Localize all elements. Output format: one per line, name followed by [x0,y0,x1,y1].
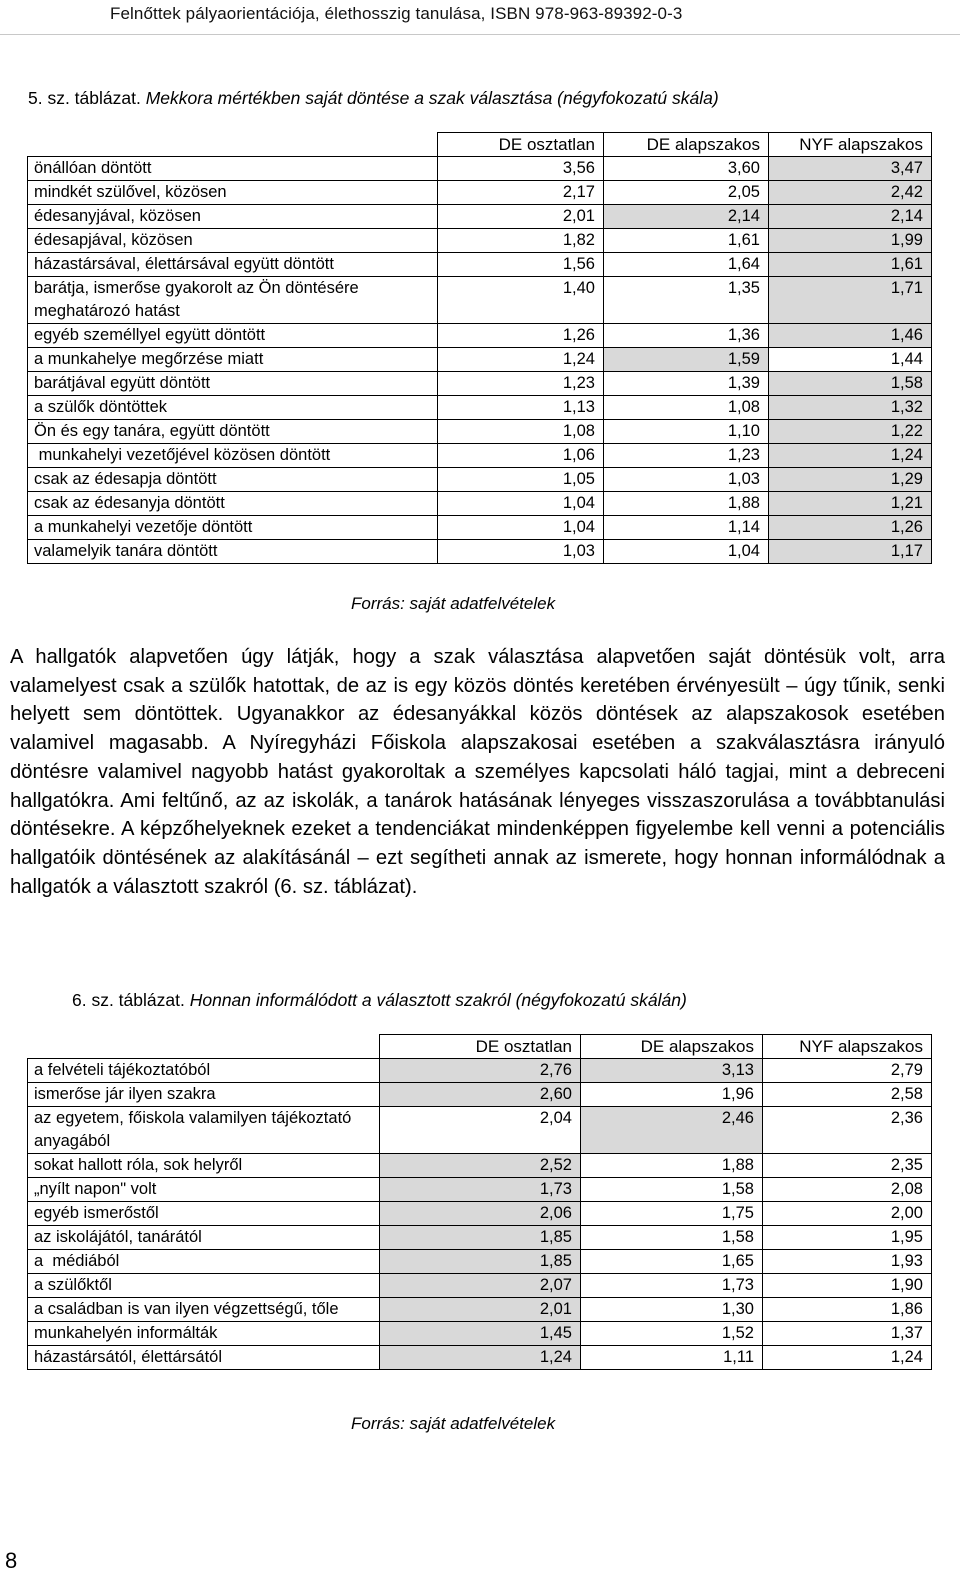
table6-value-cell: 1,85 [380,1226,581,1250]
table5-row-label: munkahelyi vezetőjével közösen döntött [28,444,438,468]
table6-value-cell: 2,60 [380,1083,581,1107]
table5-column-header: DE osztatlan [438,133,604,157]
table5-row [28,468,932,492]
table5-row-label: barátja, ismerőse gyakorolt az Ön döntésére meghatározó hatást [28,277,438,324]
table5-row-label: barátjával együtt döntött [28,372,438,396]
table6-value-cell: 1,65 [581,1250,763,1274]
table5-value-cell: 1,05 [438,468,604,492]
table5-value-cell: 2,17 [438,181,604,205]
table6-value-cell: 2,36 [763,1107,932,1154]
table5-value-cell: 1,04 [604,540,769,564]
table6-value-cell: 1,24 [380,1346,581,1370]
table6-column-header: DE alapszakos [581,1035,763,1059]
table5-row-label: csak az édesanyja döntött [28,492,438,516]
table5-row [28,516,932,540]
table6-row-label: házastársától, élettársától [28,1346,380,1370]
table5-value-cell: 1,04 [438,516,604,540]
table6-value-cell: 2,79 [763,1059,932,1083]
table5-value-cell: 1,08 [438,420,604,444]
table5-value-cell: 1,59 [604,348,769,372]
table6-value-cell: 1,93 [763,1250,932,1274]
table5-value-cell: 3,60 [604,157,769,181]
table5-column-header: DE alapszakos [604,133,769,157]
table6-value-cell: 2,35 [763,1154,932,1178]
table6-row-label: munkahelyén informálták [28,1322,380,1346]
table5-row [28,157,932,181]
table5-value-cell: 1,99 [769,229,932,253]
running-header: Felnőttek pályaorientációja, élethosszig tanulása, ISBN 978-963-89392-0-3 [110,4,683,23]
table5-row [28,492,932,516]
table6-value-cell: 1,73 [380,1178,581,1202]
table5-value-cell: 1,23 [438,372,604,396]
table5-value-cell: 1,22 [769,420,932,444]
table5-value-cell: 2,14 [769,205,932,229]
table6-value-cell: 1,88 [581,1154,763,1178]
table6-value-cell: 1,86 [763,1298,932,1322]
table5-value-cell: 1,26 [438,324,604,348]
table6-row [28,1322,932,1346]
table5-value-cell: 1,14 [604,516,769,540]
header-rule [0,34,960,35]
table6-value-cell: 1,90 [763,1274,932,1298]
table5-value-cell: 2,01 [438,205,604,229]
table5-column-header: NYF alapszakos [769,133,932,157]
table6-row-label: a médiából [28,1250,380,1274]
table6-value-cell: 2,46 [581,1107,763,1154]
table5-corner-cell [28,133,438,157]
table6-row-label: egyéb ismerőstől [28,1202,380,1226]
table5-value-cell: 1,03 [438,540,604,564]
table5-value-cell: 1,44 [769,348,932,372]
table5-row-label: önállóan döntött [28,157,438,181]
table6-value-cell: 2,00 [763,1202,932,1226]
table6-value-cell: 1,30 [581,1298,763,1322]
table5-row [28,205,932,229]
table6-value-cell: 1,45 [380,1322,581,1346]
table5-row [28,372,932,396]
table5-row-label: édesanyjával, közösen [28,205,438,229]
table5-value-cell: 1,08 [604,396,769,420]
table5-value-cell: 2,14 [604,205,769,229]
table6-row [28,1346,932,1370]
table6-column-header: DE osztatlan [380,1035,581,1059]
table5 [27,132,932,564]
table5-row [28,540,932,564]
table6-row-label: a felvételi tájékoztatóból [28,1059,380,1083]
table6-caption-title: Honnan informálódott a választott szakról (négyfokozatú skálán) [189,990,687,1010]
table5-value-cell: 1,40 [438,277,604,324]
page-number: 8 [5,1548,18,1573]
table6-value-cell: 1,95 [763,1226,932,1250]
table5-value-cell: 2,42 [769,181,932,205]
table5-row [28,229,932,253]
table6-value-cell: 1,11 [581,1346,763,1370]
table5-value-cell: 1,29 [769,468,932,492]
table6-caption [72,990,687,1011]
table6-caption-label: 6. sz. táblázat. [72,990,185,1010]
table5-value-cell: 1,61 [604,229,769,253]
table6-row [28,1107,932,1154]
table5-value-cell: 1,36 [604,324,769,348]
table6-value-cell: 1,37 [763,1322,932,1346]
table5-row-label: édesapjával, közösen [28,229,438,253]
table6-header-row [28,1035,932,1059]
table6-value-cell: 2,76 [380,1059,581,1083]
table5-row [28,277,932,324]
table6-value-cell: 2,01 [380,1298,581,1322]
table6-value-cell: 2,08 [763,1178,932,1202]
table6-corner-cell [28,1035,380,1059]
table5-value-cell: 1,13 [438,396,604,420]
table5-row [28,348,932,372]
table6-value-cell: 3,13 [581,1059,763,1083]
table5-row-label: mindkét szülővel, közösen [28,181,438,205]
table5-row [28,181,932,205]
table5-row [28,396,932,420]
table5-value-cell: 1,24 [438,348,604,372]
table6-value-cell: 2,58 [763,1083,932,1107]
table6-row-label: a szülőktől [28,1274,380,1298]
table5-row-label: csak az édesapja döntött [28,468,438,492]
table5-value-cell: 1,82 [438,229,604,253]
table5-value-cell: 1,17 [769,540,932,564]
table6-row [28,1178,932,1202]
table6-row [28,1250,932,1274]
table5-row [28,420,932,444]
table5-row-label: egyéb személlyel együtt döntött [28,324,438,348]
table6-row [28,1059,932,1083]
table6-value-cell: 1,52 [581,1322,763,1346]
table5-value-cell: 1,03 [604,468,769,492]
table5-value-cell: 1,56 [438,253,604,277]
table5-value-cell: 1,23 [604,444,769,468]
table6-value-cell: 2,06 [380,1202,581,1226]
table6-row [28,1226,932,1250]
table6-row [28,1298,932,1322]
table6-value-cell: 1,58 [581,1178,763,1202]
table5-row-label: valamelyik tanára döntött [28,540,438,564]
table5-value-cell: 1,04 [438,492,604,516]
table5-source: Forrás: saját adatfelvételek [351,594,556,613]
table6-value-cell: 1,58 [581,1226,763,1250]
table5-row-label: házastársával, élettársával együtt döntött [28,253,438,277]
table5-row-label: a munkahelye megőrzése miatt [28,348,438,372]
table5-value-cell: 1,64 [604,253,769,277]
table6-row [28,1202,932,1226]
table5-value-cell: 1,26 [769,516,932,540]
table6-value-cell: 2,04 [380,1107,581,1154]
table5-value-cell: 1,10 [604,420,769,444]
table6-row [28,1274,932,1298]
table6-value-cell: 1,75 [581,1202,763,1226]
table5-value-cell: 1,21 [769,492,932,516]
table5-row [28,444,932,468]
table5-caption-label: 5. sz. táblázat. [28,88,141,108]
table6-value-cell: 1,96 [581,1083,763,1107]
table6-row-label: az egyetem, főiskola valamilyen tájékoztató anyagából [28,1107,380,1154]
table5-value-cell: 1,32 [769,396,932,420]
table6-source: Forrás: saját adatfelvételek [351,1414,556,1433]
table6-row [28,1083,932,1107]
table5-value-cell: 1,71 [769,277,932,324]
table5-row [28,253,932,277]
table5-row-label: a munkahelyi vezetője döntött [28,516,438,540]
table5-row [28,324,932,348]
table5-value-cell: 1,35 [604,277,769,324]
table5-value-cell: 1,06 [438,444,604,468]
table5-value-cell: 1,46 [769,324,932,348]
table6-value-cell: 1,73 [581,1274,763,1298]
table6-column-header: NYF alapszakos [763,1035,932,1059]
table5-value-cell: 1,88 [604,492,769,516]
table5-value-cell: 1,39 [604,372,769,396]
table5-value-cell: 1,58 [769,372,932,396]
table5-header-row [28,133,932,157]
table6-value-cell: 1,24 [763,1346,932,1370]
table5-row-label: a szülők döntöttek [28,396,438,420]
table5-value-cell: 3,56 [438,157,604,181]
table6-value-cell: 2,07 [380,1274,581,1298]
table5-value-cell: 2,05 [604,181,769,205]
table5-caption [28,88,719,109]
body-paragraph: A hallgatók alapvetően úgy látják, hogy a szak választása alapvetően saját döntésük volt, arra valamelyest csak a szülők hatottak, de az is egy közös döntés keretében érvényesült – úgy tűnik, senki helyett sem döntöttek. Ugyanakkor az édesanyákkal közös döntések az alapszakosok esetében valamivel magasabb. A Nyíregyházi Főiskola alapszakosai esetében a szakválasztásra irányuló döntésre valamivel nagyobb hatást gyakoroltak a személyes kapcsolati háló tagjai, mint a debreceni hallgatókra. Ami feltűnő, az az iskolák, a tanárok hatásának lényeges visszaszorulása a továbbtanulási döntésekre. A képzőhelyeknek ezeket a tendenciákat mindenképpen figyelembe kell venni a potenciális hallgatóik döntésének az alakításánál – ezt segítheti annak az ismerete, hogy honnan informálódnak a hallgatók a választott szakról (6. sz. táblázat). [10,646,945,898]
table5-value-cell: 1,24 [769,444,932,468]
table5-row-label: Ön és egy tanára, együtt döntött [28,420,438,444]
table6 [27,1034,932,1370]
table5-value-cell: 1,61 [769,253,932,277]
table6-row [28,1154,932,1178]
table6-row-label: az iskolájától, tanárától [28,1226,380,1250]
table6-row-label: sokat hallott róla, sok helyről [28,1154,380,1178]
table6-row-label: ismerőse jár ilyen szakra [28,1083,380,1107]
table5-value-cell: 3,47 [769,157,932,181]
table5-caption-title: Mekkora mértékben saját döntése a szak választása (négyfokozatú skála) [145,88,719,108]
table6-value-cell: 2,52 [380,1154,581,1178]
table6-value-cell: 1,85 [380,1250,581,1274]
table6-row-label: a családban is van ilyen végzettségű, tőle [28,1298,380,1322]
table6-row-label: „nyílt napon" volt [28,1178,380,1202]
